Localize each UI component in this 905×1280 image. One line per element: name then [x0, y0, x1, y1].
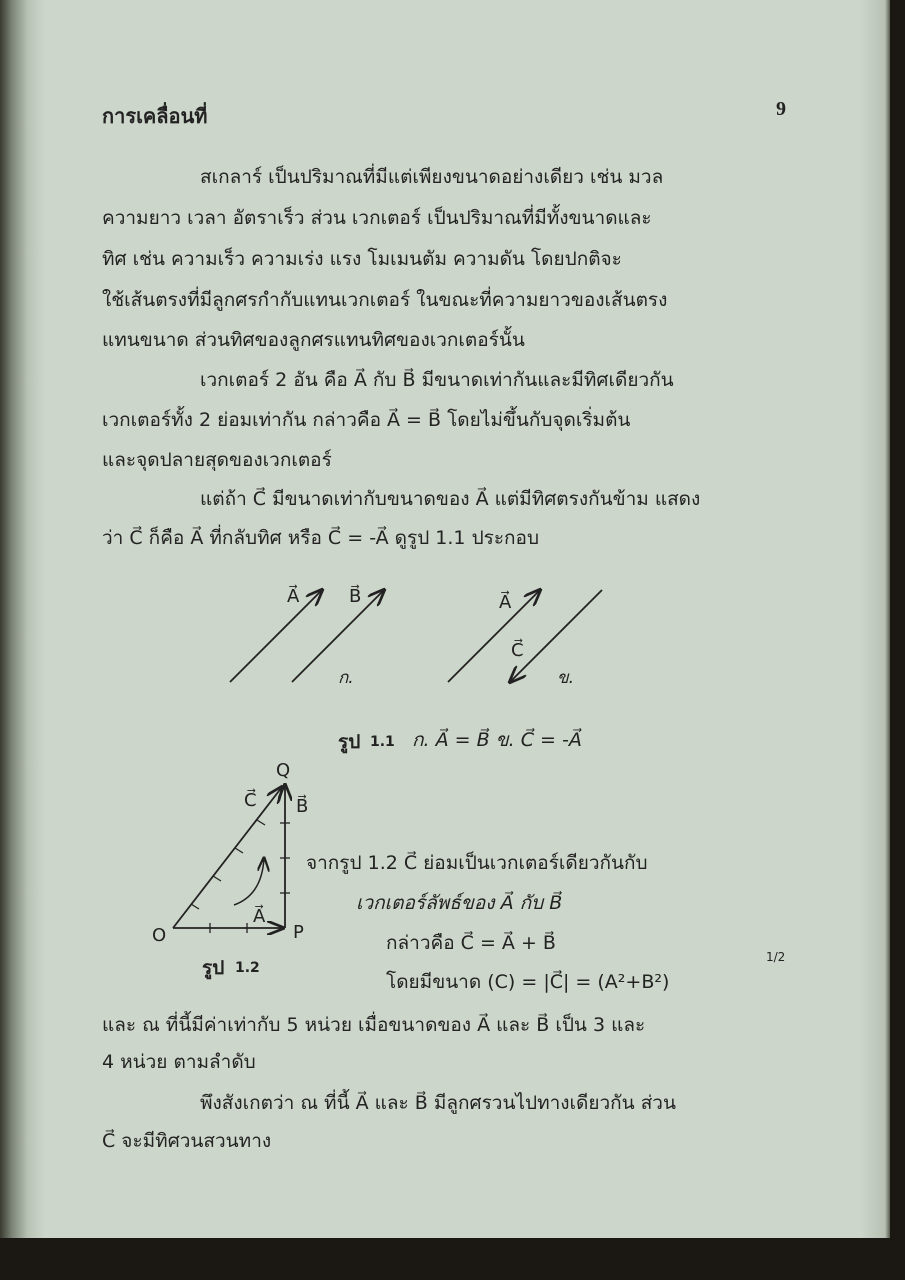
paragraph-line: และ ณ ที่นี้มีค่าเท่ากับ 5 หน่วย เมื่อขนาดของ A⃗ และ B⃗ เป็น 3 และ [102, 1014, 646, 1036]
label-a: A⃗ [287, 586, 300, 607]
paragraph-line: ความยาว เวลา อัตราเร็ว ส่วน เวกเตอร์ เป็นปริมาณที่มีทั้งขนาดและ [102, 207, 652, 229]
label-part-a: ก. [338, 668, 354, 688]
caption-number: 1.1 [370, 734, 395, 750]
paragraph-line: แต่ถ้า C⃗ มีขนาดเท่ากับขนาดของ A⃗ แต่มีทิศตรงกันข้าม แสดง [200, 488, 701, 510]
caption-label: รูป [202, 957, 225, 979]
tick-marks [191, 820, 290, 933]
figure-1-2 [152, 760, 308, 980]
label-c: C⃗ [244, 790, 257, 811]
paragraph-line: ใช้เส้นตรงที่มีลูกศรกำกับแทนเวกเตอร์ ในขณะที่ความยาวของเส้นตรง [102, 289, 668, 311]
equation-line: กล่าวคือ C⃗ = A⃗ + B⃗ [386, 932, 556, 954]
vector-a-arrow [230, 590, 322, 682]
paragraph-line: 4 หน่วย ตามลำดับ [102, 1051, 256, 1073]
paragraph-line: ทิศ เช่น ความเร็ว ความเร่ง แรง โมเมนตัม ความดัน โดยปกติจะ [102, 248, 622, 270]
paragraph-line: C⃗ จะมีทิศวนสวนทาง [102, 1130, 272, 1152]
label-part-b: ข. [557, 668, 575, 688]
vector-c-arrow [173, 787, 282, 928]
exponent-half: 1/2 [766, 950, 786, 964]
paragraph-line: สเกลาร์ เป็นปริมาณที่มีแต่เพียงขนาดอย่างเดียว เช่น มวล [200, 166, 664, 188]
magnitude-equation: โดยมีขนาด (C) = |C⃗| = (A²+B²) [386, 971, 670, 993]
vector-c-arrow [510, 590, 602, 682]
label-p: P [293, 922, 304, 943]
paragraph-line: ว่า C⃗ ก็คือ A⃗ ที่กลับทิศ หรือ C⃗ = -A⃗ ดูรูป 1.1 ประกอบ [102, 527, 540, 549]
label-o: O [152, 925, 167, 946]
figure-1-1 [230, 585, 602, 754]
paragraph-line: เวกเตอร์ 2 อัน คือ A⃗ กับ B⃗ มีขนาดเท่ากันและมีทิศเดียวกัน [200, 369, 674, 391]
vector-a-arrow [448, 590, 540, 682]
running-header: การเคลื่อนที่ [102, 106, 208, 128]
label-a: A⃗ [253, 906, 266, 927]
label-q: Q [276, 760, 291, 781]
explanation-line: เวกเตอร์ลัพธ์ของ A⃗ กับ B⃗ [356, 892, 563, 914]
label-a: A⃗ [499, 592, 512, 613]
paragraph-line: และจุดปลายสุดของเวกเตอร์ [102, 449, 332, 471]
label-c: C⃗ [511, 640, 524, 661]
explanation-line: จากรูป 1.2 C⃗ ย่อมเป็นเวกเตอร์เดียวกันกับ [306, 852, 648, 874]
paragraph-line: เวกเตอร์ทั้ง 2 ย่อมเท่ากัน กล่าวคือ A⃗ = B⃗ โดยไม่ขึ้นกับจุดเริ่มต้น [102, 409, 631, 431]
label-b: B⃗ [349, 586, 362, 607]
label-b: B⃗ [296, 796, 309, 817]
page-number: 9 [776, 98, 786, 120]
caption-text: ก. A⃗ = B⃗ ข. C⃗ = -A⃗ [412, 729, 582, 751]
paragraph-line: พึงสังเกตว่า ณ ที่นี้ A⃗ และ B⃗ มีลูกศรวนไปทางเดียวกัน ส่วน [200, 1092, 676, 1114]
caption-label: รูป [338, 731, 361, 753]
caption-number: 1.2 [235, 960, 260, 976]
paragraph-line: แทนขนาด ส่วนทิศของลูกศรแทนทิศของเวกเตอร์นั้น [102, 329, 525, 351]
rotation-arrow-icon [234, 858, 264, 905]
